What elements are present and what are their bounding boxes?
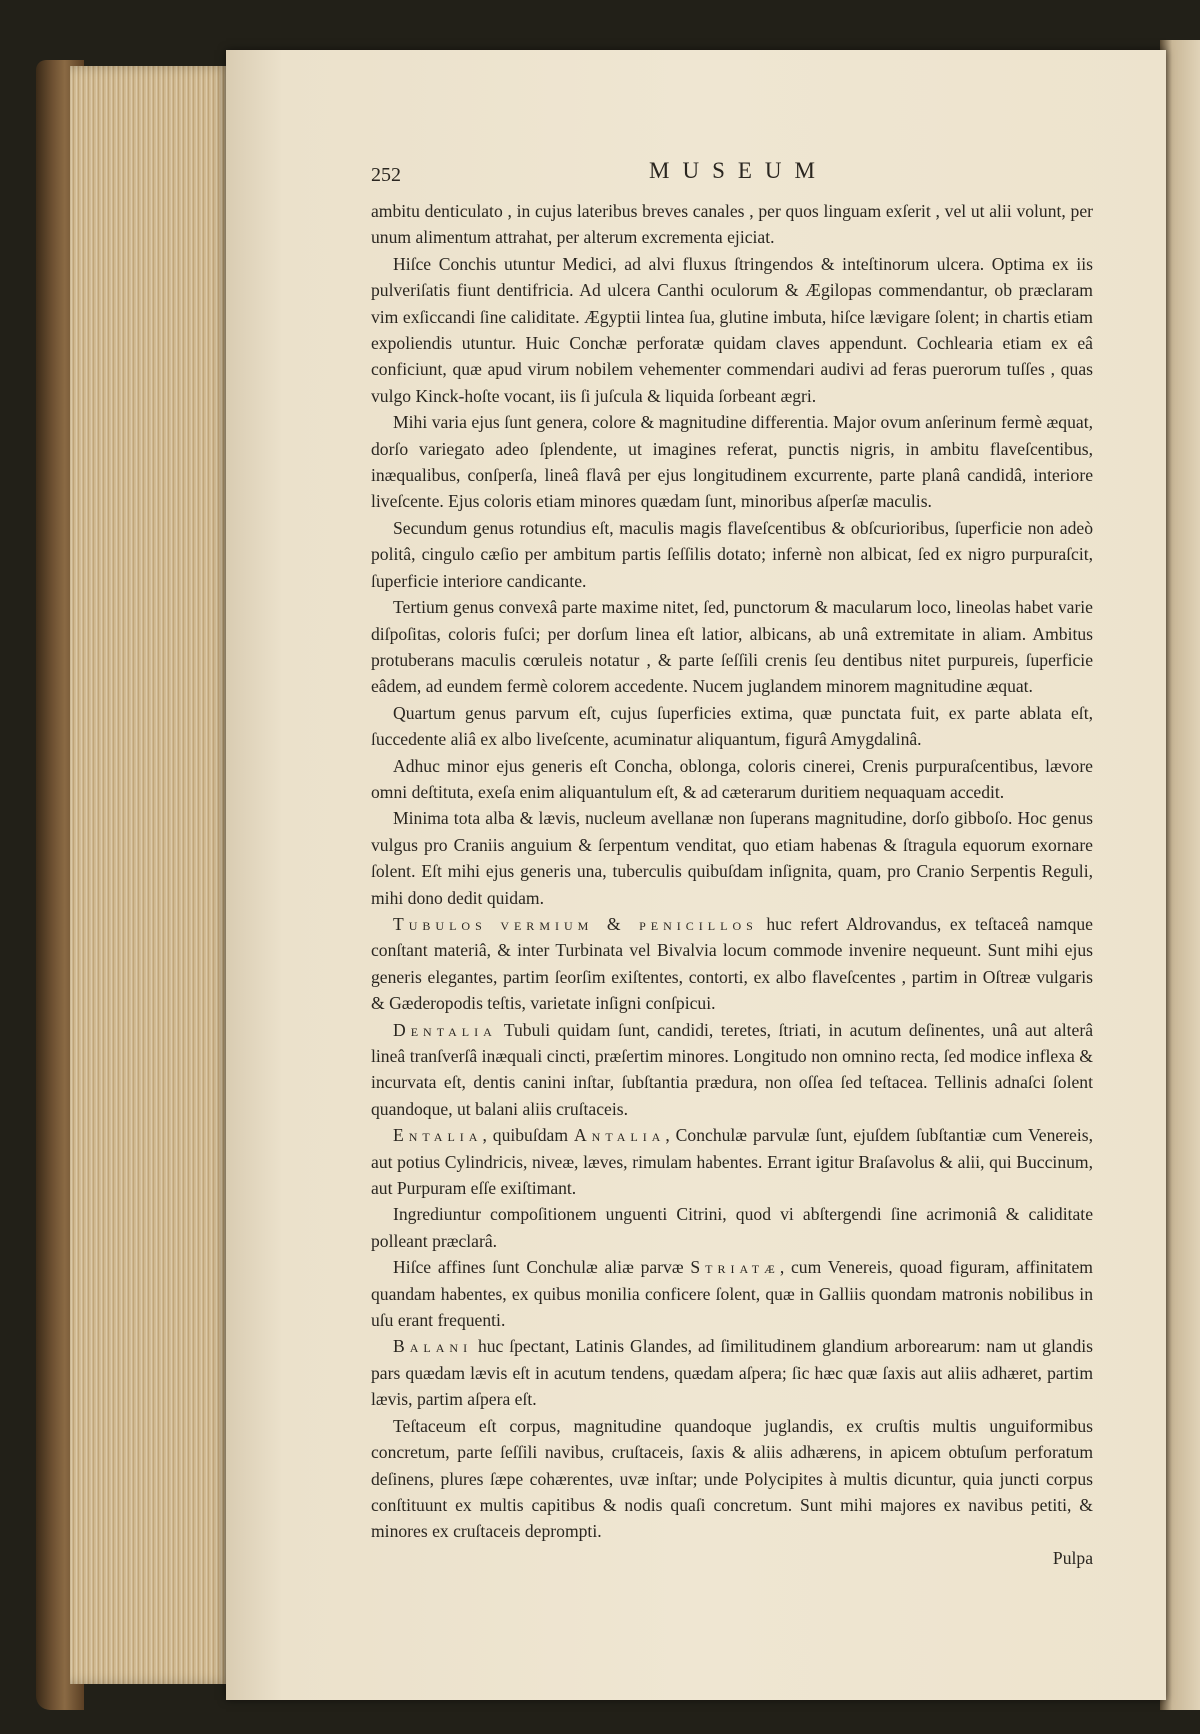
paragraph: Tertium genus convexâ parte maxime nitet, ſed, punctorum & macularum loco, lineolas habet varie diſpoſitas, coloris fuſci; per dorſum linea eſt latior, albicans, ab unâ extremitate in aliam. Ambitus protuberans maculis cœruleis notatur , & parte ſeſſili crenis ſeu dentibus nitet purpureis, ſuperficie eâdem, ad eundem fermè colorem accedente. Nucem juglandem minorem magnitudine æquat. — [371, 597, 1093, 697]
paragraph: Ingrediuntur compoſitionem unguenti Citrini, quod vi abſtergendi ſine acrimoniâ & caliditate polleant præclarâ. — [371, 1204, 1093, 1251]
small-caps-lead: Dentalia — [393, 1019, 497, 1040]
paragraph: Tubulos vermium & penicillos huc refert Aldrovandus, ex teſtaceâ namque conſtant materiâ, & inter Turbinata vel Bivalvia locum commode invenire nequeunt. Sunt mihi ejus generis elegantes, partim ſeorſim exiſtentes, contorti, ex albo flaveſcentes , partim in Oſtreæ vulgaris & Gæderopodis teſtis, varietate inſigni conſpicui. — [371, 913, 1093, 1014]
paragraph: Entalia, quibuſdam Antalia, Conchulæ parvulæ ſunt, ejuſdem ſubſtantiæ cum Venereis, aut potius Cylindricis, niveæ, læves, rimulam habentes. Errant igitur Braſavolus & alii, qui Buccinum, aut Purpuram eſſe exiſtimant. — [371, 1125, 1094, 1199]
running-title: MUSEUM — [649, 158, 828, 183]
paragraph: Balani huc ſpectant, Latinis Glandes, ad ſimilitudinem glandium arborearum: nam ut glandis pars quædam lævis eſt in acutum tendens, quædam aſpera; ſic hæc quæ ſaxis aut aliis adhæret, partim lævis, partim aſpera eſt. — [371, 1336, 1093, 1410]
facing-page-edge — [1160, 40, 1200, 1710]
paragraph: Hiſce affines ſunt Conchulæ aliæ parvæ Striatæ, cum Venereis, quoad figuram, affinitatem quandam habentes, ex quibus monilia conficere ſolent, quæ in Galliis quondam matronis nobilibus in uſu erant frequenti. — [371, 1257, 1093, 1331]
page-text-block — [371, 158, 1093, 1571]
paragraph: Mihi varia ejus ſunt genera, colore & magnitudine differentia. Major ovum anſerinum fermè æquat, dorſo variegato adeo ſplendente, ut imagines referat, punctis nigris, in ambitu flaveſcentibus, inæqualibus, conſperſa, lineâ flavâ per ejus longitudinem excurrente, parte planâ candidâ, interiore liveſcente. Ejus coloris etiam minores quædam ſunt, minoribus aſperſæ maculis. — [371, 412, 1093, 512]
catchword: Pulpa — [1052, 1547, 1093, 1568]
small-caps-term: Antalia — [573, 1125, 666, 1146]
paragraph: Hiſce Conchis utuntur Medici, ad alvi fluxus ſtringendos & inteſtinorum ulcera. Optima ex iis pulveriſatis fiunt dentifricia. Ad ulcera Canthi oculorum & Ægilopas commendantur, ob præclaram vim exſiccandi ſine caliditate. Ægyptii lintea ſua, glutine imbuta, hiſce lævigare ſolent; in chartis etiam expoliendis utuntur. Huic Conchæ perforatæ quidam claves appendunt. Cochlearia etiam ex eâ conficiunt, quæ apud virum nobilem vehementer commendari audivi ad feras puerorum tuſſes , quas vulgo Kinck-hoſte vocant, iis ſi juſcula & liquida ſorbeant ægri. — [371, 253, 1093, 406]
paragraph: Teſtaceum eſt corpus, magnitudine quandoque juglandis, ex cruſtis multis unguiformibus concretum, parte ſeſſili navibus, cruſtaceis, ſaxis & aliis adhærens, in apicem obtuſum perforatum deſinens, plures ſæpe cohærentes, uvæ inſtar; unde Polycipites à multis dicuntur, quia juncti corpus conſtituunt ex multis capitibus & nodis quaſi concretum. Sunt mihi majores ex navibus petiti, & minores ex cruſtaceis deprompti. — [371, 1415, 1093, 1542]
paragraph: Secundum genus rotundius eſt, maculis magis flaveſcentibus & obſcurioribus, ſuperficie non adeò politâ, cingulo cæſio per ambitum partis ſeſſilis dotato; infernè non albicat, ſed ex nigro purpuraſcit, ſuperficie interiore candicante. — [371, 517, 1093, 591]
small-caps-lead: Balani — [393, 1336, 473, 1357]
small-caps-term: Striatæ — [690, 1257, 780, 1278]
page-block-edge — [70, 66, 232, 1684]
paragraph: ambitu denticulato , in cujus lateribus breves canales , per quos linguam exſerit , vel ut alii volunt, per unum alimentum attrahat, per alterum excrementa ejiciat. — [371, 201, 1093, 248]
paragraph: Quartum genus parvum eſt, cujus ſuperficies extima, quæ punctata fuit, ex parte ablata eſt, ſuccedente aliâ ex albo liveſcente, acuminatur aliquantum, figurâ Amygdalinâ. — [371, 702, 1093, 750]
paragraph: Adhuc minor ejus generis eſt Concha, oblonga, coloris cinerei, Crenis purpuraſcentibus, lævore omni deſtituta, exeſa enim aliquantulum eſt, & ad cæterarum duritiem nequaquam accedit. — [371, 755, 1093, 802]
small-caps-lead: Tubulos vermium & penicillos — [393, 913, 758, 934]
small-caps-lead: Entalia — [393, 1125, 483, 1146]
running-head — [371, 158, 1093, 198]
paragraph: Dentalia Tubuli quidam ſunt, candidi, teretes, ſtriati, in acutum deſinentes, unâ aut alterâ lineâ tranſverſâ inæquali cincti, præſertim minores. Longitudo non omnino recta, ſed modice inflexa & incurvata eſt, dentis canini inſtar, ſubſtantia prædura, non oſſea ſed teſtacea. Tellinis adnaſci ſolent quandoque, ut balani aliis cruſtaceis. — [371, 1019, 1093, 1119]
page-number: 252 — [371, 164, 401, 186]
book-page — [226, 50, 1166, 1700]
paragraph: Minima tota alba & lævis, nucleum avellanæ non ſuperans magnitudine, dorſo gibboſo. Hoc genus vulgus pro Craniis anguium & ſerpentum venditat, quo etiam habenas & ſtragula equorum exornare ſolent. Eſt mihi ejus generis una, tuberculis quibuſdam inſignita, quam, pro Cranio Serpentis Reguli, mihi dono dedit quidam. — [371, 808, 1093, 908]
